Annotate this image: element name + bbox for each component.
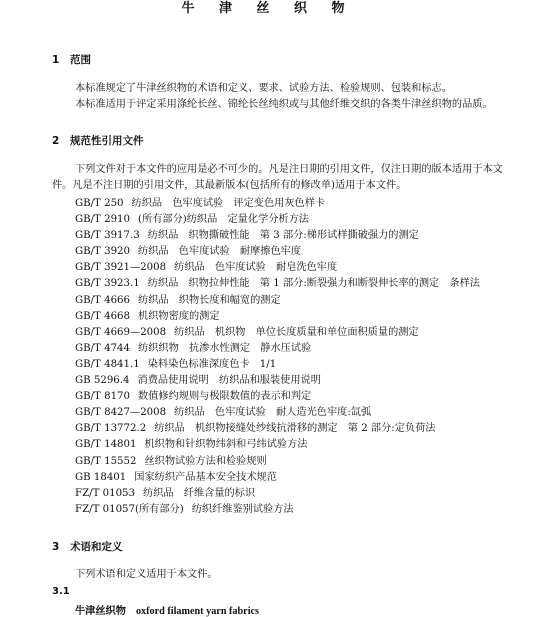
reference-code: GB/T 250: [75, 198, 124, 209]
reference-code: GB/T 4668: [75, 310, 131, 322]
reference-list: [75, 196, 480, 518]
reference-code: FZ/T 01053: [75, 487, 136, 499]
section-heading-normative: [52, 133, 144, 148]
reference-item: [75, 228, 480, 244]
reference-item: [75, 357, 480, 373]
reference-title: 纺织织物 抗渗水性测定 静水压试验: [138, 342, 312, 354]
reference-item: [75, 454, 480, 470]
reference-item: [75, 421, 480, 437]
normative-intro-line-2: 件。凡是不注日期的引用文件，其最新版本(包括所有的修改单)适用于本文件。: [52, 180, 407, 191]
term-number: 3.1: [52, 586, 70, 597]
reference-title: 纺织纤维鉴别试验方法: [191, 503, 294, 515]
reference-title: 消费品使用说明 纺织品和服装使用说明: [137, 375, 321, 387]
reference-code: GB/T 4744: [75, 342, 131, 354]
reference-item: [75, 244, 480, 260]
reference-title: 纺织品 织物拉伸性能 第 1 部分:断裂强力和断裂伸长率的测定 条样法: [147, 278, 480, 290]
reference-title: 机织物密度的测定: [138, 310, 220, 322]
reference-title: 数值修约规则与极限数值的表示和判定: [138, 391, 312, 403]
reference-item: [75, 373, 480, 389]
section-title: 规范性引用文件: [70, 135, 144, 147]
normative-intro-line-1: 下列文件对于本文件的应用是必不可少的。凡是注日期的引用文件，仅注日期的版本适用于本文: [75, 164, 503, 175]
reference-item: [75, 341, 480, 357]
reference-item: [75, 502, 480, 518]
reference-item: [75, 470, 480, 486]
section-heading-scope: [52, 52, 91, 67]
reference-code: GB/T 3917.3: [75, 230, 140, 242]
term-entry: [75, 602, 259, 617]
reference-code: GB/T 15552: [75, 455, 137, 467]
reference-title: 丝织物试验方法和检验规则: [144, 455, 267, 467]
reference-title: 纺织品 织物长度和幅宽的测定: [138, 294, 281, 306]
reference-title: 国家纺织产品基本安全技术规范: [134, 471, 277, 483]
section-number: 2: [52, 135, 60, 147]
section-number: 3: [52, 541, 60, 553]
reference-item: [75, 437, 480, 453]
reference-title: 染料染色标准深度色卡 1/1: [147, 358, 277, 370]
section-number: 1: [52, 54, 60, 66]
reference-title: 纺织品 色牢度试验 耐皂洗色牢度: [174, 262, 338, 274]
reference-code: GB/T 4669—2008: [75, 326, 167, 338]
reference-code: GB/T 3923.1: [75, 278, 140, 290]
document-title: 牛 津 丝 织 物: [181, 1, 355, 16]
reference-item: [75, 389, 480, 405]
reference-item: [75, 486, 480, 502]
term-chinese: 牛津丝织物: [75, 606, 126, 617]
reference-item: [75, 196, 480, 212]
reference-item: [75, 293, 480, 309]
reference-code: GB/T 4666: [75, 294, 131, 306]
reference-code: GB 18401: [75, 471, 127, 483]
reference-item: [75, 260, 480, 276]
reference-code: GB/T 14801: [75, 439, 137, 451]
reference-title: 纺织品 机织物接缝处纱线抗滑移的测定 第 2 部分:定负荷法: [154, 423, 436, 435]
reference-code: GB/T 2910: [75, 214, 131, 226]
reference-title: 纺织品 色牢度试验 耐摩擦色牢度: [138, 246, 302, 258]
reference-title: (所有部分)纺织品 定量化学分析方法: [138, 214, 309, 226]
reference-code: GB/T 8170: [75, 391, 131, 403]
reference-title: 机织物和针织物纬斜和弓纬试验方法: [144, 439, 308, 451]
section-title: 范围: [70, 54, 91, 66]
term-english: oxford filament yarn fabrics: [135, 606, 260, 617]
reference-code: GB/T 3920: [75, 246, 131, 258]
reference-code: GB 5296.4: [75, 375, 130, 387]
reference-title: 纺织品 机织物 单位长度质量和单位面积质量的测定: [174, 326, 419, 338]
reference-code: GB/T 13772.2: [75, 423, 147, 435]
reference-title: 纺织品 色牢度试验 评定变色用灰色样卡: [131, 198, 326, 209]
scope-paragraph-2: 本标准适用于评定采用涤纶长丝、锦纶长丝纯织或与其他纤维交织的各类牛津丝织物的品质。: [75, 99, 493, 110]
reference-code: GB/T 8427—2008: [75, 407, 167, 419]
section-title: 术语和定义: [70, 541, 123, 553]
terms-intro: 下列术语和定义适用于本文件。: [75, 569, 218, 580]
reference-code: GB/T 3921—2008: [75, 262, 167, 274]
scope-paragraph-1: 本标准规定了牛津丝织物的术语和定义、要求、试验方法、检验规则、包装和标志。: [75, 83, 452, 94]
reference-code: FZ/T 01057(所有部分): [75, 503, 184, 515]
reference-title: 纺织品 纤维含量的标识: [143, 487, 256, 499]
section-heading-terms: [52, 539, 123, 554]
reference-item: [75, 212, 480, 228]
reference-item: [75, 325, 480, 341]
reference-title: 纺织品 色牢度试验 耐人造光色牢度:氙弧: [174, 407, 372, 419]
reference-title: 纺织品 织物撕破性能 第 3 部分:梯形试样撕破强力的测定: [147, 230, 419, 242]
reference-code: GB/T 4841.1: [75, 358, 140, 370]
reference-item: [75, 405, 480, 421]
reference-item: [75, 309, 480, 325]
reference-item: [75, 276, 480, 292]
